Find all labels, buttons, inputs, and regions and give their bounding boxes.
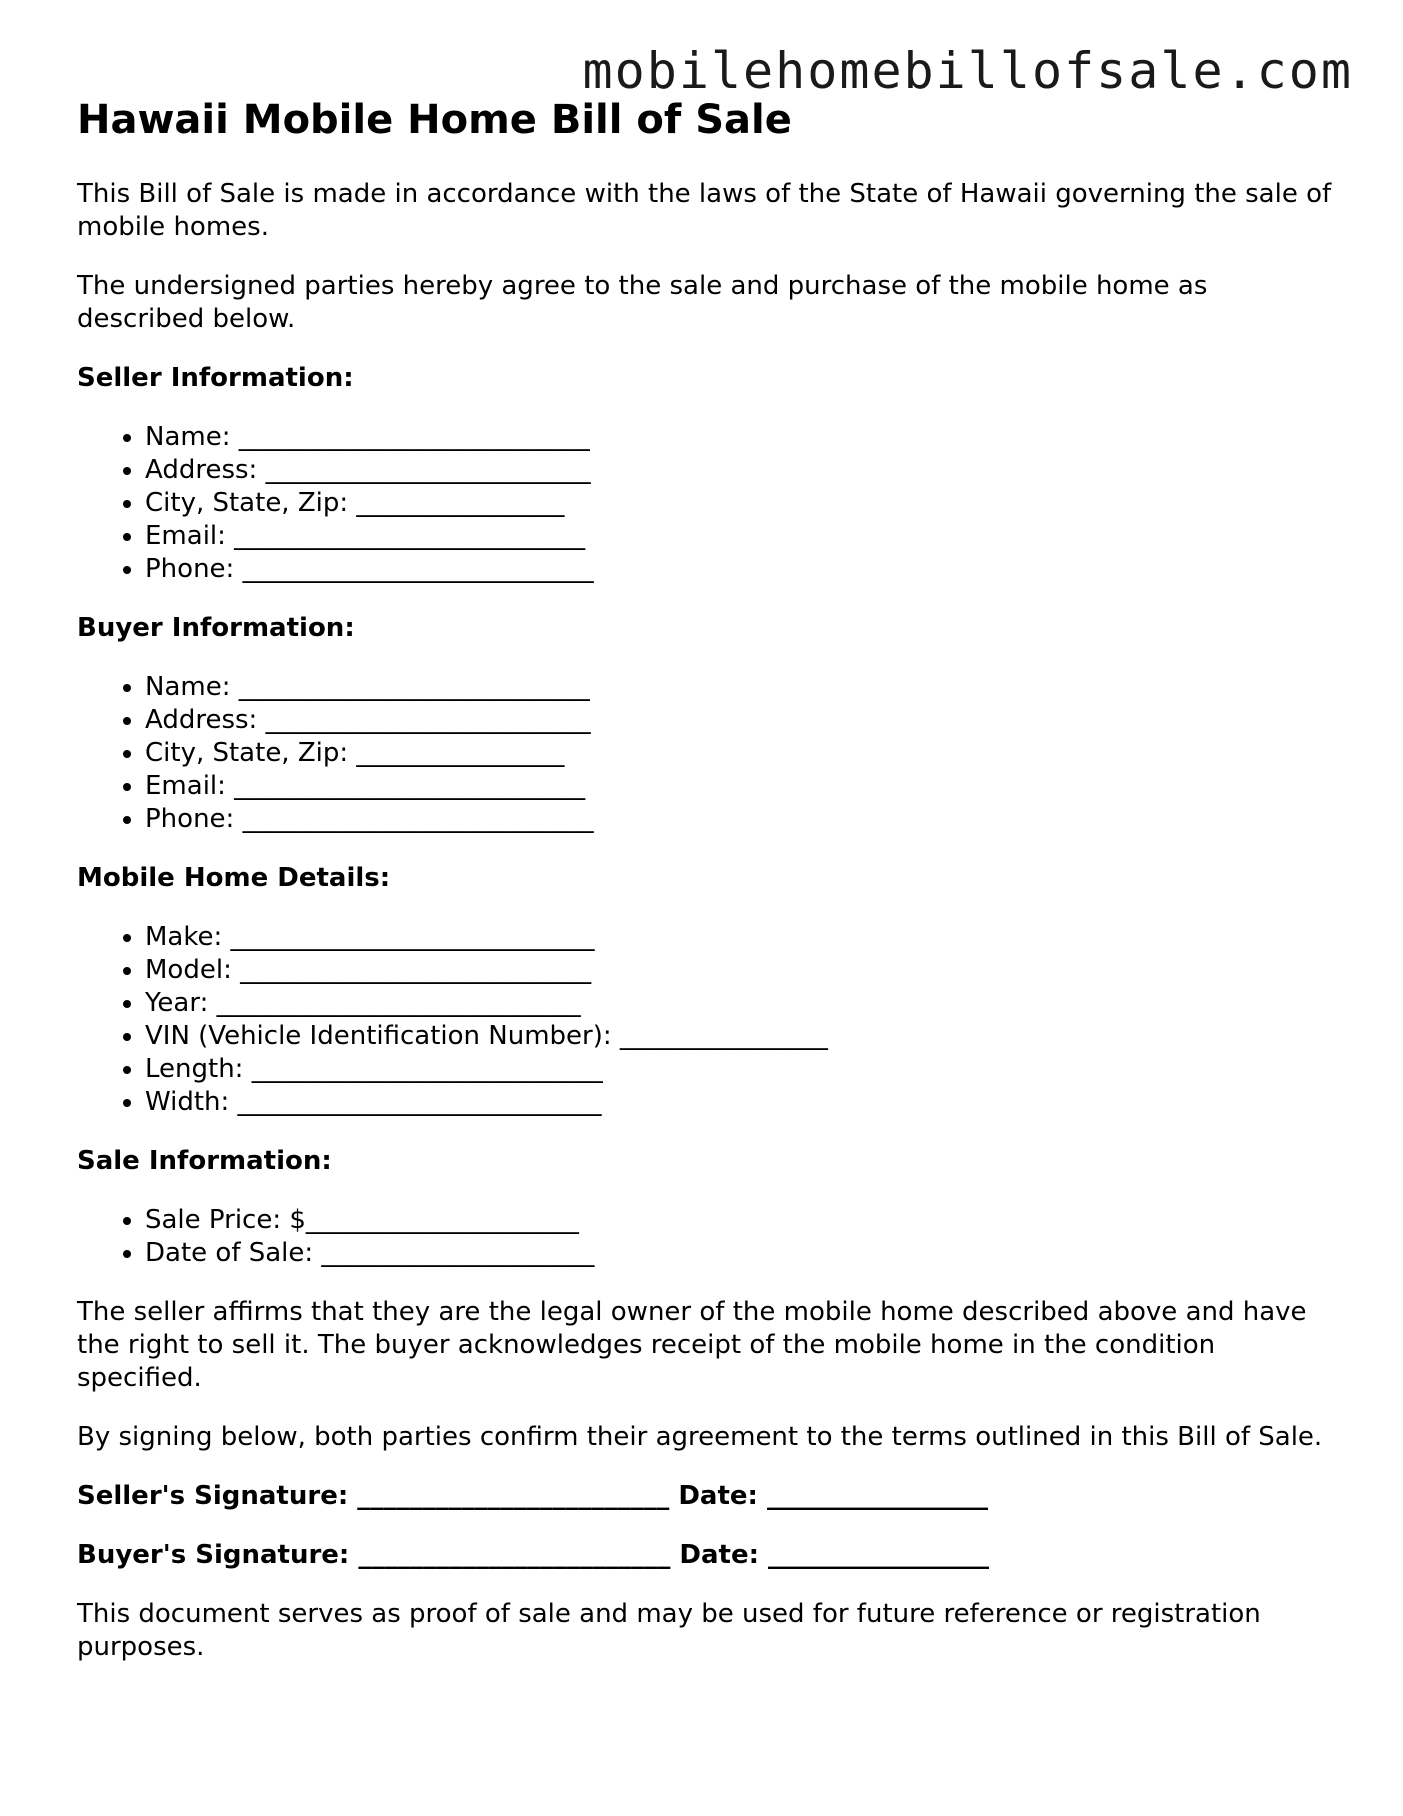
document-title: Hawaii Mobile Home Bill of Sale	[77, 97, 792, 143]
seller-email-field: • Email: ___________________________	[145, 520, 1337, 553]
seller-name-field: • Name: ___________________________	[145, 421, 1337, 454]
buyer-heading: Buyer Information:	[77, 613, 355, 643]
sale-info-list	[77, 1204, 1337, 1270]
seller-phone-field: • Phone: ___________________________	[145, 553, 1337, 586]
buyer-address-field: • Address: _________________________	[145, 704, 1337, 737]
sale-info-heading: Sale Information:	[77, 1146, 332, 1176]
intro-paragraph-2: The undersigned parties hereby agree to the sale and purchase of the mobile home as described below.	[77, 271, 1208, 334]
buyer-email-field: • Email: ___________________________	[145, 770, 1337, 803]
seller-list	[77, 421, 1337, 586]
home-width-field: • Width: ____________________________	[145, 1086, 1337, 1119]
seller-address-field: • Address: _________________________	[145, 454, 1337, 487]
home-details-list	[77, 921, 1337, 1119]
buyer-name-field: • Name: ___________________________	[145, 671, 1337, 704]
home-details-heading: Mobile Home Details:	[77, 863, 391, 893]
home-year-field: • Year: ____________________________	[145, 987, 1337, 1020]
document-page	[77, 96, 1337, 1690]
intro-paragraph-1: This Bill of Sale is made in accordance with the laws of the State of Hawaii governing the sale of mobile homes.	[77, 179, 1332, 242]
seller-signature-line: Seller's Signature: ________________________ Date: _________________	[77, 1481, 988, 1511]
home-make-field: • Make: ____________________________	[145, 921, 1337, 954]
buyer-signature-line: Buyer's Signature: ________________________ Date: _________________	[77, 1540, 990, 1570]
buyer-phone-field: • Phone: ___________________________	[145, 803, 1337, 836]
buyer-list	[77, 671, 1337, 836]
home-length-field: • Length: ___________________________	[145, 1053, 1337, 1086]
home-vin-field: • VIN (Vehicle Identification Number): ________________	[145, 1020, 1337, 1053]
sale-price-field: • Sale Price: $_____________________	[145, 1204, 1337, 1237]
sale-date-field: • Date of Sale: _____________________	[145, 1237, 1337, 1270]
watermark: mobilehomebillofsale.com	[582, 42, 1353, 100]
seller-heading: Seller Information:	[77, 363, 354, 393]
affirmation-paragraph: The seller affirms that they are the legal owner of the mobile home described above and have the right to sell it. The buyer acknowledges receipt of the mobile home in the condition specified.	[77, 1297, 1307, 1393]
seller-city-state-zip-field: • City, State, Zip: ________________	[145, 487, 1337, 520]
agreement-paragraph: By signing below, both parties confirm their agreement to the terms outlined in this Bill of Sale.	[77, 1422, 1323, 1452]
buyer-city-state-zip-field: • City, State, Zip: ________________	[145, 737, 1337, 770]
home-model-field: • Model: ___________________________	[145, 954, 1337, 987]
closing-paragraph: This document serves as proof of sale and may be used for future reference or registration purposes.	[77, 1599, 1261, 1662]
